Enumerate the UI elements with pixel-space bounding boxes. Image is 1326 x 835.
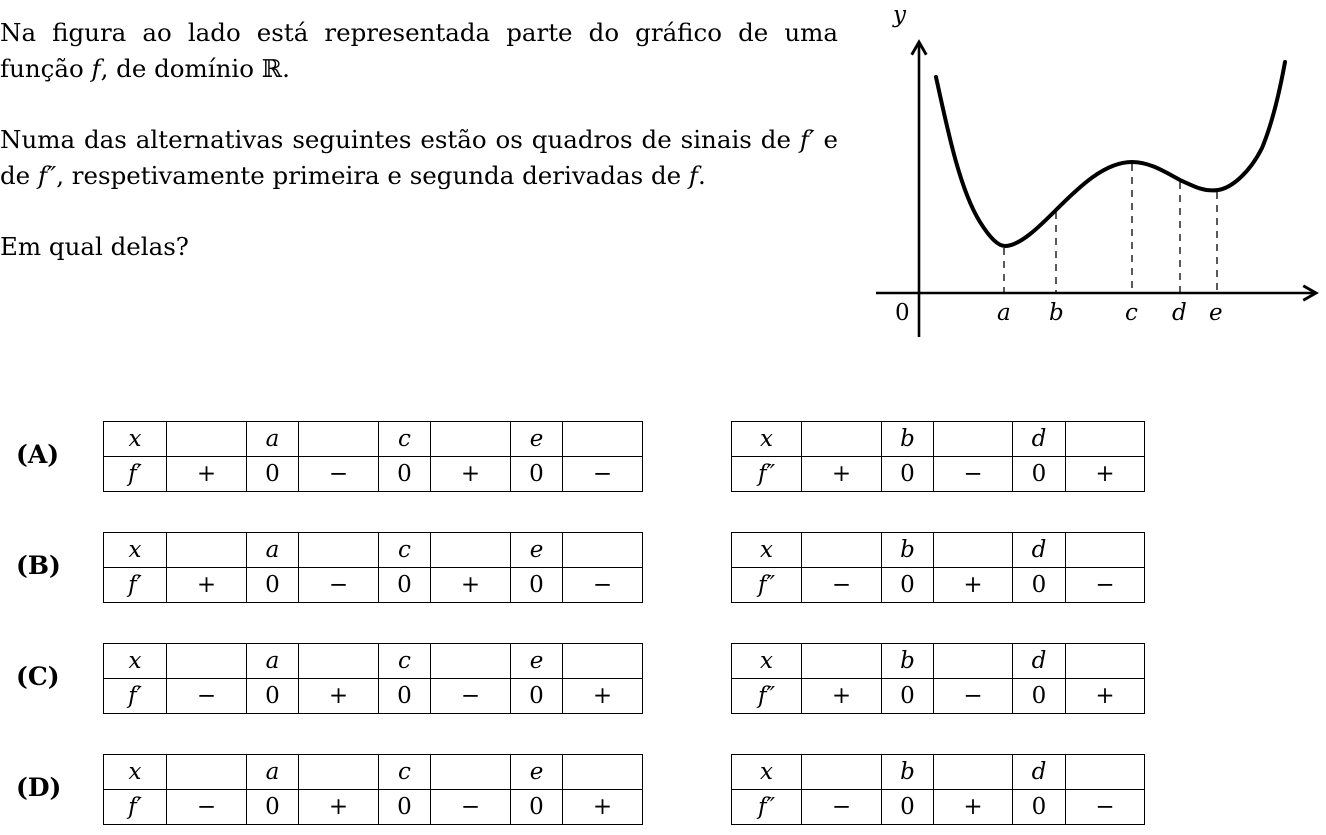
- table-cell: [1066, 533, 1145, 568]
- table-cell: +: [299, 679, 379, 714]
- table-cell: [167, 644, 247, 679]
- function-graph: [870, 0, 1326, 345]
- table-cell: 0: [1013, 568, 1066, 603]
- table-cell: e: [511, 755, 563, 790]
- option-a-second-derivative-table: [731, 421, 1145, 492]
- table-cell: 0: [511, 679, 563, 714]
- origin-label: 0: [895, 300, 910, 326]
- option-c-label[interactable]: (C): [16, 662, 60, 691]
- table-cell: −: [802, 568, 882, 603]
- x-label-a: a: [997, 300, 1011, 326]
- table-cell: c: [379, 755, 431, 790]
- table-cell: +: [431, 457, 511, 492]
- table-cell: [563, 422, 643, 457]
- x-label-b: b: [1049, 300, 1064, 326]
- table-cell: −: [1066, 568, 1145, 603]
- table-cell: [934, 533, 1013, 568]
- table-cell: +: [802, 679, 882, 714]
- table-cell: 0: [247, 679, 299, 714]
- question-paragraph-2: [0, 122, 838, 194]
- option-c-second-derivative-table: [731, 643, 1145, 714]
- table-cell: −: [299, 457, 379, 492]
- option-a-first-derivative-table: [103, 421, 643, 492]
- table-cell: d: [1013, 755, 1066, 790]
- option-b-label[interactable]: (B): [16, 551, 61, 580]
- math-var: f: [688, 161, 698, 190]
- table-cell: f′: [104, 679, 167, 714]
- table-cell: 0: [511, 790, 563, 825]
- table-cell: x: [104, 755, 167, 790]
- math-var: f″: [37, 161, 57, 190]
- table-cell: 0: [882, 679, 934, 714]
- table-cell: a: [247, 533, 299, 568]
- table-cell: [1066, 755, 1145, 790]
- table-cell: +: [1066, 679, 1145, 714]
- table-cell: f″: [732, 679, 802, 714]
- option-b-second-derivative-table: [731, 532, 1145, 603]
- table-cell: b: [882, 422, 934, 457]
- table-cell: 0: [247, 568, 299, 603]
- table-cell: [563, 755, 643, 790]
- table-cell: 0: [882, 457, 934, 492]
- function-curve: [936, 62, 1285, 246]
- text: .: [698, 161, 706, 190]
- y-axis-label: y: [893, 2, 906, 28]
- table-cell: [802, 533, 882, 568]
- table-cell: −: [167, 790, 247, 825]
- table-cell: 0: [379, 568, 431, 603]
- table-cell: b: [882, 533, 934, 568]
- table-cell: x: [104, 644, 167, 679]
- table-cell: [934, 422, 1013, 457]
- x-label-e: e: [1209, 300, 1223, 326]
- table-cell: d: [1013, 644, 1066, 679]
- x-label-d: d: [1172, 300, 1187, 326]
- table-cell: 0: [247, 457, 299, 492]
- table-cell: a: [247, 644, 299, 679]
- table-cell: e: [511, 422, 563, 457]
- text: Numa das alternativas seguintes estão os quadros de sinais de: [0, 125, 800, 154]
- table-cell: a: [247, 422, 299, 457]
- table-cell: [1066, 644, 1145, 679]
- table-cell: [299, 644, 379, 679]
- table-cell: [299, 533, 379, 568]
- table-cell: 0: [511, 457, 563, 492]
- table-cell: c: [379, 533, 431, 568]
- table-cell: +: [934, 568, 1013, 603]
- table-cell: d: [1013, 422, 1066, 457]
- table-cell: 0: [1013, 679, 1066, 714]
- table-cell: [563, 644, 643, 679]
- text: , respetivamente primeira e segunda derivadas de: [56, 161, 689, 190]
- table-cell: [934, 755, 1013, 790]
- table-cell: −: [167, 679, 247, 714]
- table-cell: x: [732, 644, 802, 679]
- table-cell: f″: [732, 457, 802, 492]
- table-cell: [563, 533, 643, 568]
- table-cell: [802, 644, 882, 679]
- text: Na figura ao lado está representada parte do gráfico de uma função: [0, 18, 838, 83]
- table-cell: −: [299, 568, 379, 603]
- table-cell: −: [563, 457, 643, 492]
- table-cell: +: [802, 457, 882, 492]
- table-cell: [431, 644, 511, 679]
- table-cell: x: [732, 755, 802, 790]
- table-cell: 0: [1013, 457, 1066, 492]
- table-cell: d: [1013, 533, 1066, 568]
- option-b-first-derivative-table: [103, 532, 643, 603]
- table-cell: [802, 755, 882, 790]
- table-cell: f′: [104, 790, 167, 825]
- question-paragraph-1: [0, 15, 838, 87]
- table-cell: f′: [104, 457, 167, 492]
- text: e de: [0, 125, 839, 190]
- option-d-label[interactable]: (D): [16, 773, 62, 802]
- table-cell: [167, 533, 247, 568]
- text: , de domínio ℝ.: [100, 54, 290, 83]
- table-cell: +: [431, 568, 511, 603]
- table-cell: [934, 644, 1013, 679]
- table-cell: +: [167, 457, 247, 492]
- table-cell: [431, 422, 511, 457]
- table-cell: −: [934, 679, 1013, 714]
- table-cell: [299, 422, 379, 457]
- table-cell: −: [563, 568, 643, 603]
- table-cell: c: [379, 644, 431, 679]
- table-cell: 0: [882, 790, 934, 825]
- math-var: f: [91, 54, 101, 83]
- table-cell: +: [934, 790, 1013, 825]
- question-paragraph-3: [0, 229, 838, 265]
- x-label-c: c: [1125, 300, 1138, 326]
- option-a-label[interactable]: (A): [16, 440, 60, 469]
- table-cell: e: [511, 533, 563, 568]
- table-cell: [167, 422, 247, 457]
- table-cell: +: [1066, 457, 1145, 492]
- table-cell: 0: [379, 679, 431, 714]
- table-cell: 0: [882, 568, 934, 603]
- table-cell: 0: [379, 457, 431, 492]
- table-cell: x: [732, 422, 802, 457]
- table-cell: x: [732, 533, 802, 568]
- table-cell: [299, 755, 379, 790]
- table-cell: b: [882, 755, 934, 790]
- table-cell: +: [563, 679, 643, 714]
- table-cell: −: [1066, 790, 1145, 825]
- table-cell: f″: [732, 568, 802, 603]
- table-cell: f′: [104, 568, 167, 603]
- table-cell: x: [104, 422, 167, 457]
- table-cell: f″: [732, 790, 802, 825]
- table-cell: 0: [1013, 790, 1066, 825]
- option-c-first-derivative-table: [103, 643, 643, 714]
- table-cell: [431, 533, 511, 568]
- table-cell: 0: [379, 790, 431, 825]
- table-cell: e: [511, 644, 563, 679]
- table-cell: 0: [511, 568, 563, 603]
- table-cell: [431, 755, 511, 790]
- text: Em qual delas?: [0, 232, 189, 261]
- table-cell: +: [563, 790, 643, 825]
- table-cell: [1066, 422, 1145, 457]
- table-cell: c: [379, 422, 431, 457]
- math-var: f′: [799, 125, 815, 154]
- table-cell: x: [104, 533, 167, 568]
- table-cell: [167, 755, 247, 790]
- option-d-second-derivative-table: [731, 754, 1145, 825]
- table-cell: b: [882, 644, 934, 679]
- table-cell: a: [247, 755, 299, 790]
- table-cell: [802, 422, 882, 457]
- option-d-first-derivative-table: [103, 754, 643, 825]
- table-cell: 0: [247, 790, 299, 825]
- table-cell: −: [934, 457, 1013, 492]
- table-cell: +: [167, 568, 247, 603]
- table-cell: −: [431, 679, 511, 714]
- table-cell: −: [431, 790, 511, 825]
- table-cell: +: [299, 790, 379, 825]
- table-cell: −: [802, 790, 882, 825]
